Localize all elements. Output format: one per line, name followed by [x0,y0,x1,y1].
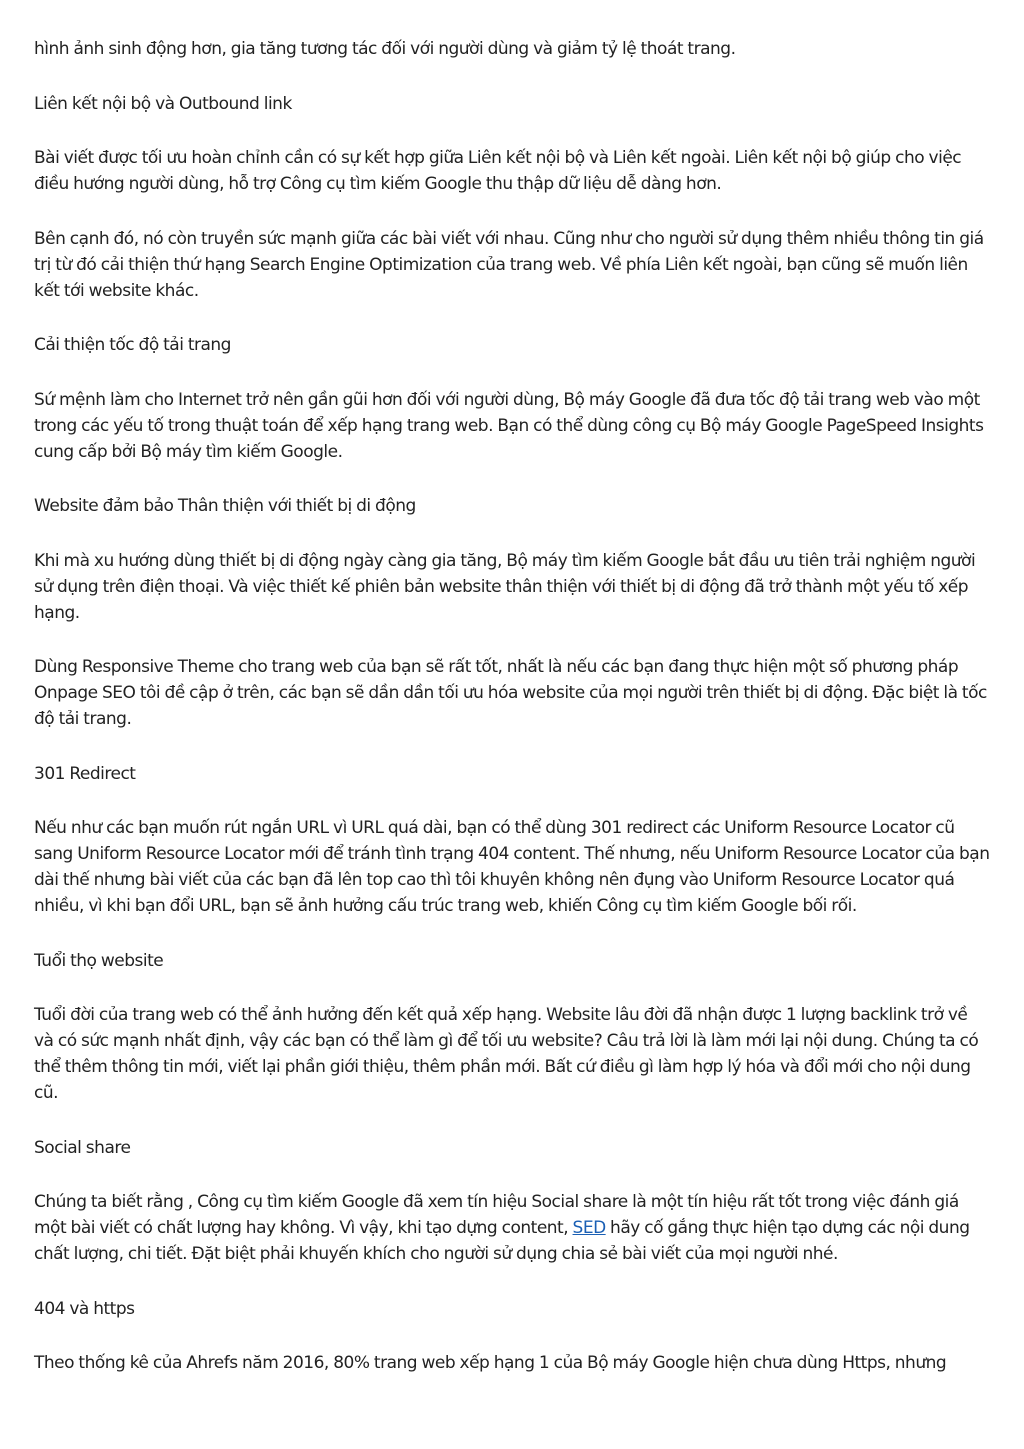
section-heading: Website đảm bảo Thân thiện với thiết bị di động [34,496,416,516]
body-paragraph: Tuổi đời của trang web có thể ảnh hưởng đến kết quả xếp hạng. Website lâu đời đã nhận được 1 lượng backlink trở về và có sức mạnh nhất định, vậy các bạn có thể làm gì để tối ưu website? Câu trả lời là làm mới lại nội dung. Chúng ta có thể thêm thông tin mới, viết lại phần giới thiệu, thêm phần mới. Bất cứ điều gì làm hợp lý hóa và đổi mới cho nội dung cũ. [34,1005,979,1103]
paragraph-404-https: Theo thống kê của Ahrefs năm 2016, 80% trang web xếp hạng 1 của Bộ máy Google hiện chưa dùng Https, nhưng [34,1353,947,1373]
section-heading: Liên kết nội bộ và Outbound link [34,93,292,114]
body-paragraph: Nếu như các bạn muốn rút ngắn URL vì URL quá dài, bạn có thể dùng 301 redirect các Uniform Resource Locator cũ sang Uniform Resource Locator mới để tránh tình trạng 404 content. Thế nhưng, nếu Uniform Resource Locator của bạn dài thế nhưng bài viết của các bạn đã lên top cao thì tôi khuyên không nên đụng vào Uniform Resource Locator quá nhiều, vì khi bạn đổi URL, bạn sẽ ảnh hưởng cấu trúc trang web, khiến Công cụ tìm kiếm Google bối rối. [34,818,990,916]
body-paragraph: Sứ mệnh làm cho Internet trở nên gần gũi hơn đối với người dùng, Bộ máy Google đã đưa tốc độ tải trang web vào một trong các yếu tố trong thuật toán để xếp hạng trang web. Bạn có thể dùng công cụ Bộ máy Google PageSpeed Insights cung cấp bởi Bộ máy tìm kiếm Google. [34,389,984,462]
document-body [34,36,990,1161]
body-paragraph: hình ảnh sinh động hơn, gia tăng tương tác đối với người dùng và giảm tỷ lệ thoát trang. [34,39,736,59]
section-heading: 301 Redirect [34,763,136,784]
sed-link[interactable]: SED [572,1218,606,1238]
social-share-text-after: hãy cố gắng thực hiện tạo dựng các nội dung chất lượng, chi tiết. Đặt biệt phải khuyến khích cho người sử dụng chia sẻ bài viết của mọi người nhé. [34,1218,970,1264]
body-paragraph: Khi mà xu hướng dùng thiết bị di động ngày càng gia tăng, Bộ máy tìm kiếm Google bắt đầu ưu tiên trải nghiệm người sử dụng trên điện thoại. Và việc thiết kế phiên bản website thân thiện với thiết bị di động đã trở thành một yếu tố xếp hạng. [34,550,976,623]
section-heading-404-https: 404 và https [34,1298,135,1319]
body-paragraph: Dùng Responsive Theme cho trang web của bạn sẽ rất tốt, nhất là nếu các bạn đang thực hiện một số phương pháp Onpage SEO tôi đề cập ở trên, các bạn sẽ dần dần tối ưu hóa website của mọi người trên thiết bị di động. Đặc biệt là tốc độ tải trang. [34,657,987,729]
section-heading: Tuổi thọ website [34,950,164,971]
body-paragraph: Bên cạnh đó, nó còn truyền sức mạnh giữa các bài viết với nhau. Cũng như cho người sử dụng thêm nhiều thông tin giá trị từ đó cải thiện thứ hạng Search Engine Optimization của trang web. Về phía Liên kết ngoài, bạn cũng sẽ muốn liên kết tới website khác. [34,228,984,301]
section-heading: Cải thiện tốc độ tải trang [34,335,231,355]
section-heading: Social share [34,1137,131,1158]
social-share-text-before: Chúng ta biết rằng , Công cụ tìm kiếm Google đã xem tín hiệu Social share là một tín hiệu rất tốt trong việc đánh giá một bài viết có chất lượng hay không. Vì vậy, khi tạo dựng content, [34,1192,959,1238]
body-paragraph: Bài viết được tối ưu hoàn chỉnh cần có sự kết hợp giữa Liên kết nội bộ và Liên kết ngoài. Liên kết nội bộ giúp cho việc điều hướng người dùng, hỗ trợ Công cụ tìm kiếm Google thu thập dữ liệu dễ dàng hơn. [34,148,962,194]
social-share-paragraph [34,1189,990,1267]
